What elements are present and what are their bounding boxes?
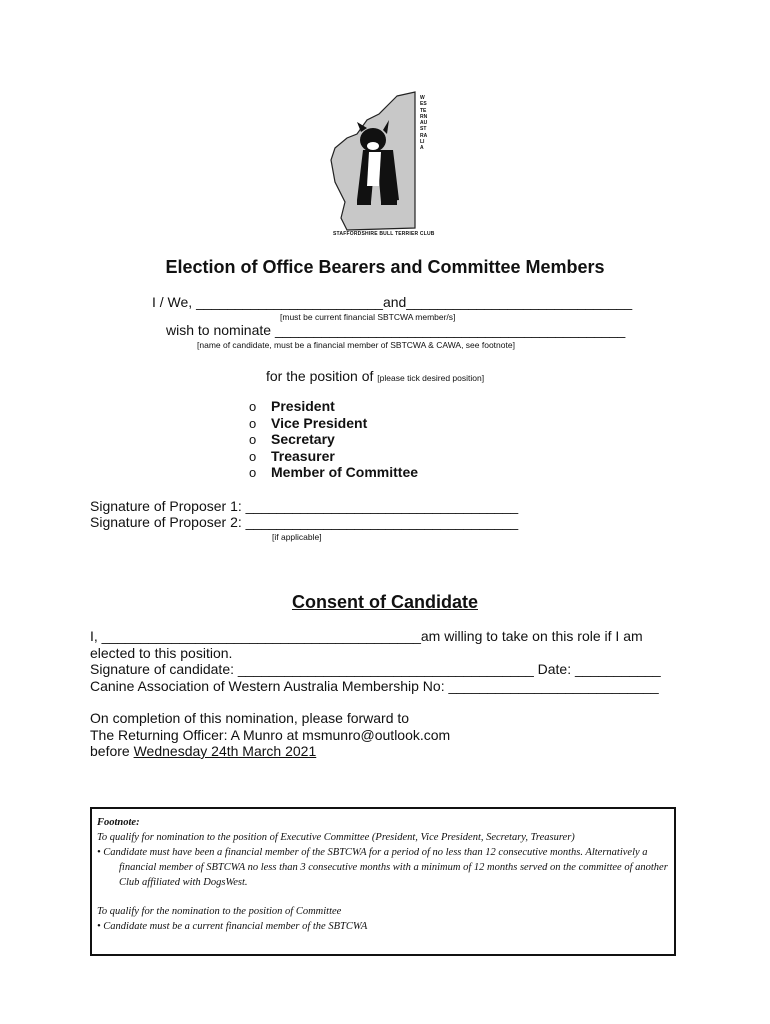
logo-caption: STAFFORDSHIRE BULL TERRIER CLUB: [333, 231, 435, 237]
position-option-secretary[interactable]: o Secretary: [249, 431, 335, 447]
position-option-vice-president[interactable]: o Vice President: [249, 414, 368, 431]
deadline-line: [90, 743, 316, 759]
position-option-treasurer[interactable]: o Treasurer: [249, 447, 335, 464]
logo-vertical-text: WESTERN AUSTRALIA: [420, 95, 428, 152]
iwe-line[interactable]: I / We, ________________________and_____________________________: [152, 294, 633, 310]
tick-circle[interactable]: o: [249, 465, 257, 480]
nominate-note: [name of candidate, must be a financial member of SBTCWA & CAWA, see footnote]: [197, 340, 515, 350]
returning-officer-text: The Returning Officer: A Munro at msmunro@outlook.com: [90, 727, 451, 743]
footnote-exec-bullet: • Candidate must have been a financial member of the SBTCWA for a period of no less than 12 consecutive months. Alternatively a financial member of SBTCWA no less than 3 consecutive months with a minimum of 12 months served on the committee of another Club affiliated with DogsWest.: [97, 847, 668, 888]
proposer-2-signature[interactable]: Signature of Proposer 2: ___________________________________: [90, 514, 519, 530]
position-label: for the position of: [266, 368, 374, 384]
footnote-committee-intro: To qualify for the nomination to the position of Committee: [97, 906, 342, 917]
footnote-title: Footnote:: [97, 817, 140, 828]
tick-circle[interactable]: o: [249, 432, 257, 447]
tick-circle[interactable]: o: [249, 399, 257, 414]
footnote-box: [90, 807, 676, 956]
form-title: Election of Office Bearers and Committee Members: [165, 257, 605, 277]
tick-circle[interactable]: o: [249, 415, 257, 431]
positions-list: [249, 398, 418, 481]
tick-circle[interactable]: o: [249, 448, 257, 464]
position-option-committee[interactable]: o Member of Committee: [249, 464, 419, 480]
before-label: before: [90, 743, 130, 759]
proposer-1-signature[interactable]: Signature of Proposer 1: ___________________________________: [90, 498, 519, 514]
nominate-line[interactable]: wish to nominate _____________________________________________: [166, 322, 626, 338]
sig-note: [if applicable]: [272, 532, 322, 542]
candidate-signature-line[interactable]: Signature of candidate: ______________________________________ Date: ___________: [90, 661, 661, 677]
position-option-president[interactable]: o President: [249, 398, 335, 414]
position-note: [please tick desired position]: [377, 373, 485, 383]
consent-line2: elected to this position.: [90, 645, 233, 661]
position-prompt: [266, 368, 484, 384]
footnote-committee-bullet: • Candidate must be a current financial member of the SBTCWA: [97, 921, 368, 932]
deadline-date: Wednesday 24th March 2021: [133, 743, 317, 759]
consent-name-line[interactable]: I, _________________________________________am willing to take on this role if I am: [90, 628, 643, 644]
footnote-exec-intro: To qualify for nomination to the position of Executive Committee (President, Vice President, Secretary, Treasurer): [97, 832, 575, 843]
consent-title: Consent of Candidate: [291, 592, 478, 612]
membership-number-line[interactable]: Canine Association of Western Australia Membership No: ___________________________: [90, 678, 659, 694]
iwe-note: [must be current financial SBTCWA member/s]: [280, 312, 456, 322]
forward-text: On completion of this nomination, please forward to: [90, 710, 410, 726]
